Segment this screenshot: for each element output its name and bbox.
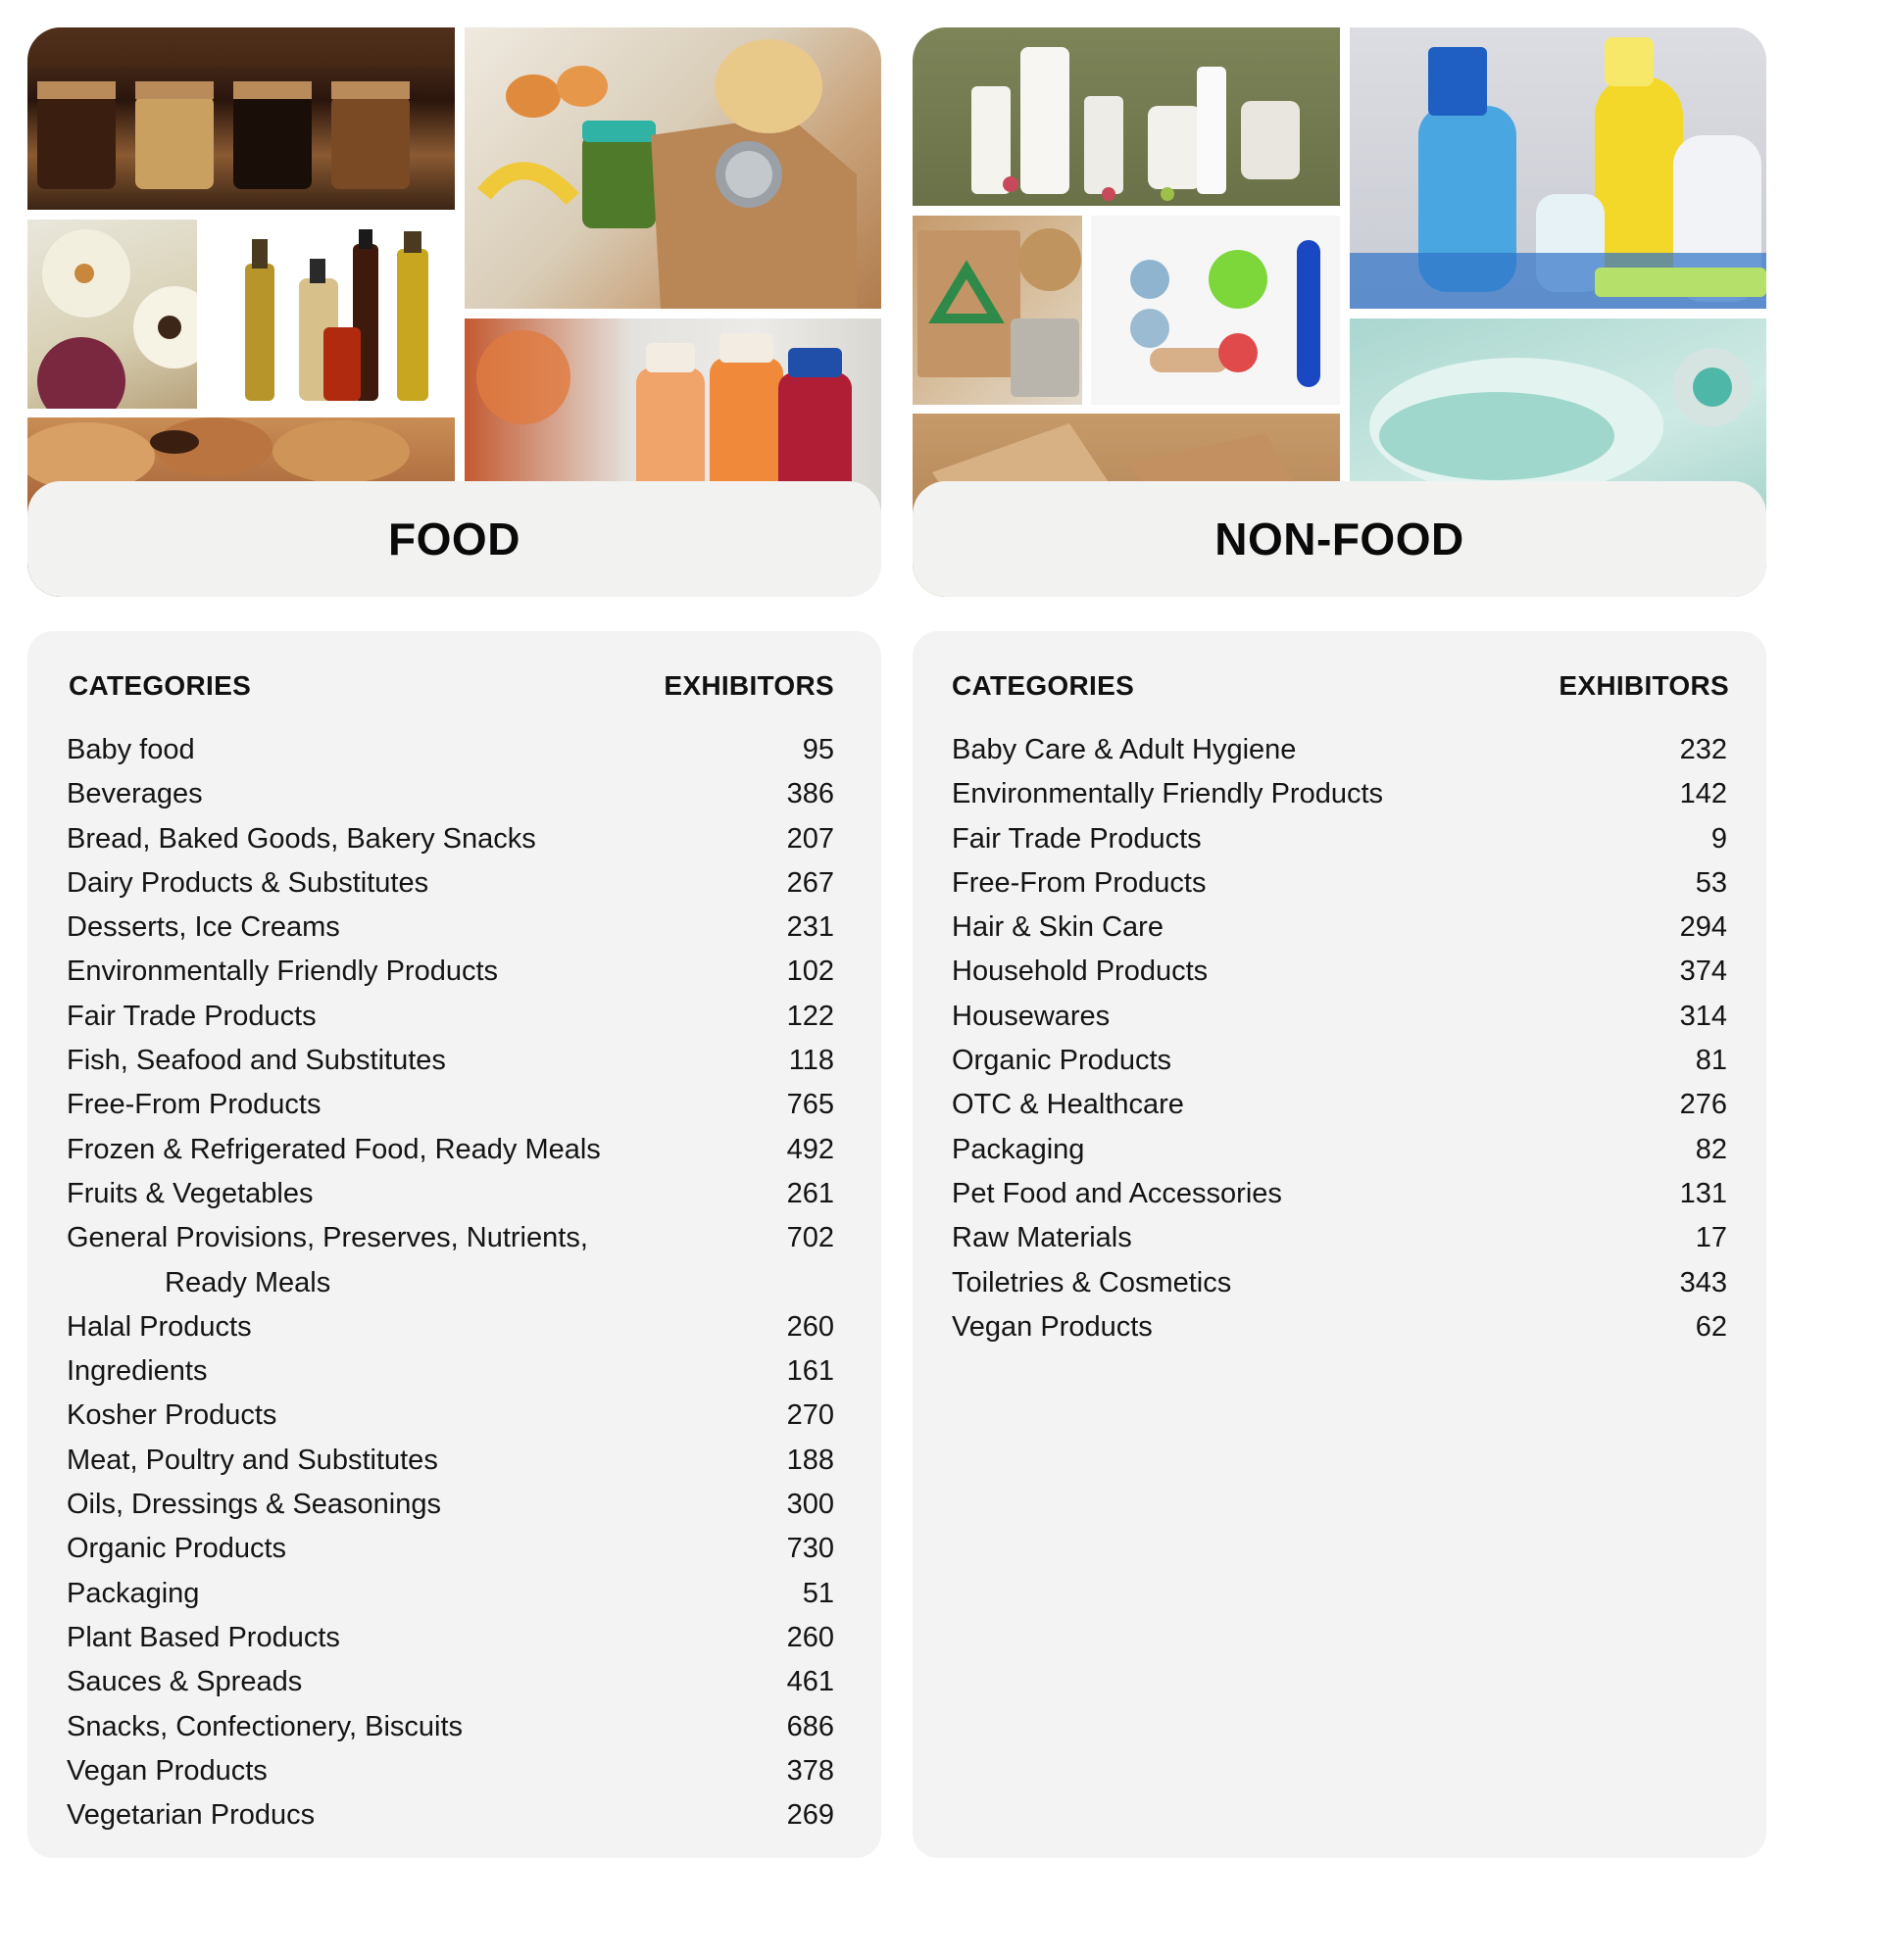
nonfood-row (952, 1083, 1727, 1127)
nonfood-category-list (913, 728, 1766, 1349)
food-row (67, 1793, 834, 1838)
exhibitor-count: 9 (1710, 822, 1727, 855)
category-name: Snacks, Confectionery, Biscuits (67, 1710, 464, 1742)
category-name: Meat, Poultry and Substitutes (67, 1444, 438, 1476)
category-name: Environmentally Friendly Products (67, 956, 499, 988)
exhibitor-count: 161 (786, 1355, 834, 1388)
food-row (67, 906, 834, 950)
category-name: Fair Trade Products (67, 1000, 317, 1032)
exhibitor-count: 260 (786, 1310, 834, 1343)
category-name: Free-From Products (952, 866, 1207, 899)
nonfood-row (952, 1261, 1727, 1305)
exhibitor-count: 82 (1695, 1133, 1727, 1165)
category-name: Frozen & Refrigerated Food, Ready Meals (67, 1133, 601, 1165)
cleaning-illustration (1350, 27, 1766, 309)
food-row (67, 950, 834, 994)
category-name: Free-From Products (67, 1089, 322, 1121)
nonfood-categories-panel (913, 631, 1766, 1858)
nonfood-title: NON-FOOD (913, 481, 1766, 597)
category-name: Hair & Skin Care (952, 911, 1164, 944)
exhibitor-count: 131 (1679, 1177, 1727, 1209)
food-categories-header: CATEGORIES (69, 670, 252, 701)
exhibitor-count: 374 (1679, 956, 1727, 988)
nonfood-hero (913, 27, 1766, 597)
oil-bottles-illustration (206, 220, 455, 409)
food-row (67, 1660, 834, 1704)
category-name: Organic Products (67, 1533, 287, 1565)
nonfood-row (952, 772, 1727, 816)
nonfood-row (952, 1216, 1727, 1260)
category-name: Pet Food and Accessories (952, 1177, 1282, 1209)
exhibitor-count: 118 (788, 1045, 834, 1077)
food-categories-panel (27, 631, 881, 1858)
exhibitor-count: 62 (1695, 1310, 1727, 1343)
puddings-photo (27, 220, 197, 409)
food-row (67, 1616, 834, 1660)
category-name: Ingredients (67, 1355, 208, 1388)
category-name: Packaging (67, 1577, 200, 1609)
groceries-box-photo (465, 27, 881, 309)
category-name: Desserts, Ice Creams (67, 911, 340, 944)
category-name: Environmentally Friendly Products (952, 778, 1384, 810)
category-name: Halal Products (67, 1310, 252, 1343)
category-name: Baby food (67, 734, 195, 765)
exhibitor-count: 461 (786, 1666, 834, 1698)
food-row (67, 1439, 834, 1483)
jars-illustration (27, 27, 455, 210)
category-name: Bread, Baked Goods, Bakery Snacks (67, 822, 536, 855)
exhibitor-count: 300 (786, 1489, 834, 1521)
food-row (67, 1572, 834, 1616)
food-exhibitors-header: EXHIBITORS (664, 670, 834, 701)
exhibitor-count: 17 (1695, 1222, 1727, 1254)
food-title: FOOD (27, 481, 881, 597)
exhibitor-count: 378 (786, 1754, 834, 1787)
category-name: Beverages (67, 778, 203, 810)
category-name-continued: Ready Meals (165, 1266, 331, 1298)
category-name: Fair Trade Products (952, 822, 1202, 855)
food-row (67, 817, 834, 861)
category-name: Baby Care & Adult Hygiene (952, 734, 1297, 765)
exhibitor-count: 686 (786, 1710, 834, 1742)
exhibitor-count: 51 (802, 1577, 834, 1609)
category-name: Vegan Products (952, 1310, 1153, 1343)
cosmetics-illustration (913, 27, 1340, 206)
category-name: Raw Materials (952, 1222, 1132, 1254)
food-row (67, 772, 834, 816)
exhibitor-count: 276 (1679, 1089, 1727, 1121)
puddings-illustration (27, 220, 197, 409)
food-row (67, 1527, 834, 1571)
category-name: Oils, Dressings & Seasonings (67, 1489, 441, 1521)
food-row (67, 995, 834, 1039)
nonfood-row (952, 1039, 1727, 1083)
cleaning-products-photo (1350, 27, 1766, 309)
food-row (67, 728, 834, 772)
cosmetics-photo (913, 27, 1340, 206)
food-row (67, 861, 834, 906)
exhibitor-count: 231 (786, 911, 834, 944)
food-hero (27, 27, 881, 597)
category-name: General Provisions, Preserves, Nutrients, (67, 1222, 588, 1254)
exhibitor-count: 95 (802, 734, 834, 765)
exhibitor-count: 314 (1679, 1000, 1727, 1032)
exhibitor-count: 765 (786, 1089, 834, 1121)
food-row (67, 1705, 834, 1749)
category-name: Vegetarian Producs (67, 1799, 316, 1832)
category-name: Kosher Products (67, 1399, 277, 1432)
nonfood-row (952, 1128, 1727, 1172)
recycle-illustration (913, 216, 1082, 405)
category-name: Fish, Seafood and Substitutes (67, 1045, 446, 1077)
category-name: Sauces & Spreads (67, 1666, 303, 1698)
food-row (67, 1749, 834, 1793)
exhibitor-count: 270 (786, 1399, 834, 1432)
food-category-list (27, 728, 881, 1838)
nonfood-row (952, 906, 1727, 950)
exhibitor-count: 122 (786, 1000, 834, 1032)
category-name: Dairy Products & Substitutes (67, 866, 429, 899)
nonfood-row (952, 995, 1727, 1039)
nonfood-categories-header: CATEGORIES (952, 670, 1135, 701)
category-name: Vegan Products (67, 1754, 268, 1787)
exhibitor-count: 267 (786, 866, 834, 899)
exhibitor-count: 207 (786, 822, 834, 855)
category-name: Packaging (952, 1133, 1085, 1165)
oil-bottles-photo (206, 220, 455, 409)
exhibitor-count: 261 (786, 1177, 834, 1209)
category-name: Organic Products (952, 1045, 1172, 1077)
exhibitor-count: 343 (1679, 1266, 1727, 1298)
category-name: Plant Based Products (67, 1621, 340, 1653)
nonfood-exhibitors-header: EXHIBITORS (1559, 670, 1729, 701)
exhibitor-count: 294 (1679, 911, 1727, 944)
exhibitor-count: 81 (1695, 1045, 1727, 1077)
nonfood-row (952, 1305, 1727, 1349)
category-name: Toiletries & Cosmetics (952, 1266, 1232, 1298)
exhibitor-count: 386 (786, 778, 834, 810)
category-name: Housewares (952, 1000, 1111, 1032)
nonfood-row (952, 817, 1727, 861)
category-name: OTC & Healthcare (952, 1089, 1184, 1121)
category-name-wrapped (67, 1216, 588, 1305)
jars-photo (27, 27, 455, 210)
nonfood-row (952, 950, 1727, 994)
recycled-packaging-photo (913, 216, 1082, 405)
exhibitor-count: 269 (786, 1799, 834, 1832)
exhibitor-count: 102 (786, 956, 834, 988)
nonfood-row (952, 1172, 1727, 1216)
exhibitor-count: 730 (786, 1533, 834, 1565)
food-row (67, 1349, 834, 1394)
food-row (67, 1039, 834, 1083)
nonfood-row (952, 728, 1727, 772)
category-name: Fruits & Vegetables (67, 1177, 314, 1209)
food-row (67, 1216, 834, 1305)
food-row (67, 1394, 834, 1438)
exhibitor-count: 232 (1679, 734, 1727, 765)
groceries-illustration (465, 27, 881, 309)
pet-toys-photo (1091, 216, 1340, 405)
exhibitor-count: 492 (786, 1133, 834, 1165)
food-row (67, 1305, 834, 1349)
exhibitor-count: 142 (1679, 778, 1727, 810)
food-row (67, 1483, 834, 1527)
exhibitor-count: 53 (1695, 866, 1727, 899)
exhibitor-count: 702 (786, 1222, 834, 1254)
food-row (67, 1128, 834, 1172)
food-row (67, 1172, 834, 1216)
pet-toys-illustration (1091, 216, 1340, 405)
exhibitor-count: 260 (786, 1621, 834, 1653)
category-name: Household Products (952, 956, 1209, 988)
exhibitor-count: 188 (786, 1444, 834, 1476)
food-row (67, 1083, 834, 1127)
nonfood-row (952, 861, 1727, 906)
